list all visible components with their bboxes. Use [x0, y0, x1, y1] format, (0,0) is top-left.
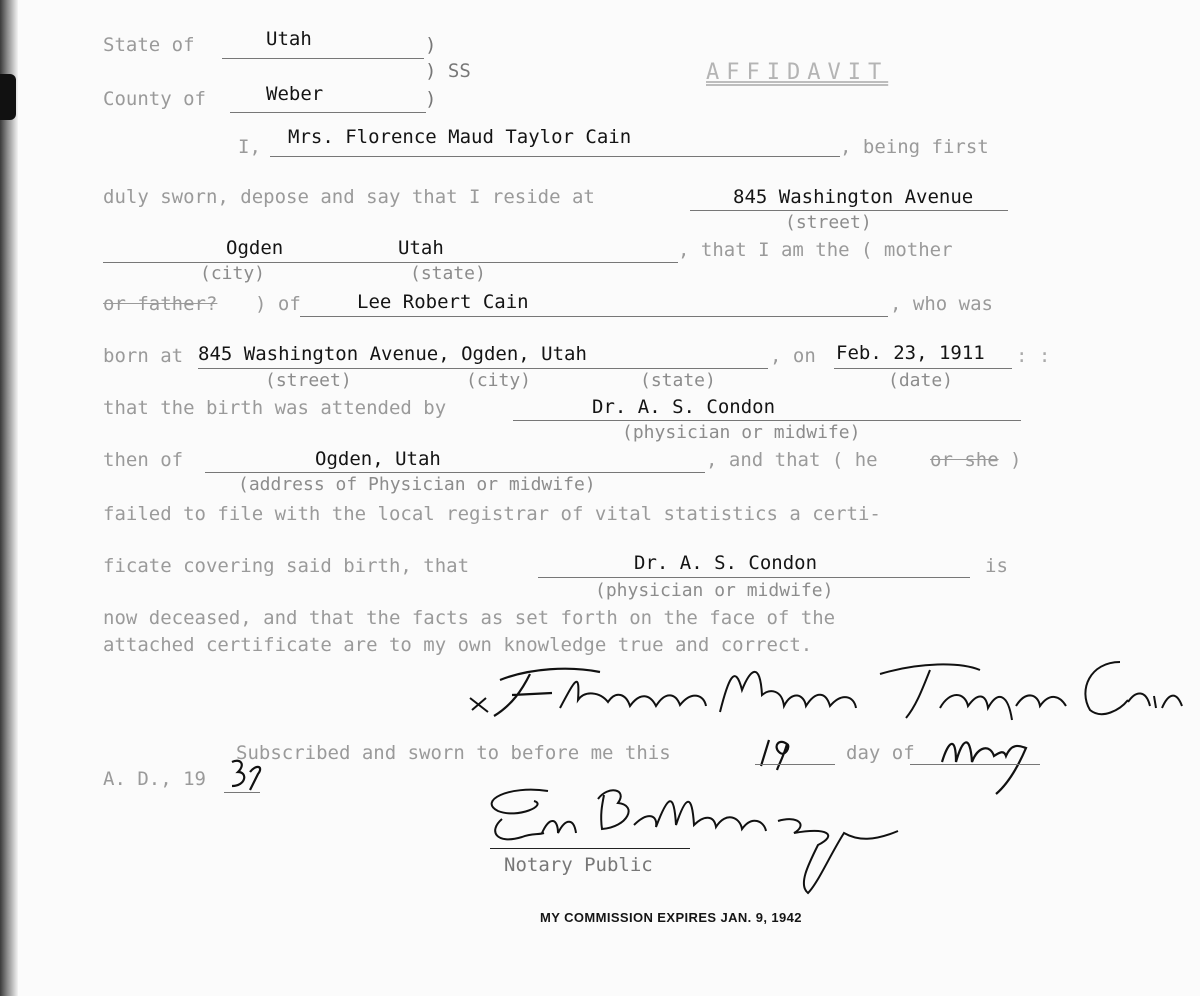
city-state-underline: [103, 262, 678, 263]
affidavit-title: AFFIDAVIT: [706, 60, 889, 85]
deceased-attendant: Dr. A. S. Condon: [634, 552, 818, 574]
street-underline: [690, 210, 1008, 211]
residence-state: Utah: [398, 237, 444, 259]
street-caption: (street): [785, 212, 872, 233]
attended-by-text: that the birth was attended by: [103, 397, 447, 419]
birth-place: 845 Washington Avenue, Ogden, Utah: [198, 343, 587, 365]
residence-street: 845 Washington Avenue: [733, 186, 974, 208]
subscribed-text: Subscribed and sworn to before me this: [236, 742, 671, 764]
failed-line: failed to file with the local registrar of vital statistics a certi-: [103, 503, 881, 525]
month-underline: [910, 764, 1040, 765]
and-that-text: , and that ( he: [706, 449, 878, 471]
date-caption: (date): [888, 370, 954, 391]
county-label: County of: [103, 88, 206, 110]
bracket-bottom: ): [425, 88, 437, 110]
bracket-top: ): [425, 34, 437, 56]
day-of-text: day of: [846, 742, 915, 764]
attendant-name: Dr. A. S. Condon: [592, 396, 776, 418]
child-underline: [300, 316, 888, 317]
birth-street-caption: (street): [265, 370, 352, 391]
duly-sworn-text: duly sworn, depose and say that I reside at: [103, 186, 595, 208]
year-underline: [224, 792, 260, 793]
child-name: Lee Robert Cain: [357, 291, 529, 313]
ss-label: ) SS: [425, 60, 471, 82]
commission-stamp: MY COMMISSION EXPIRES JAN. 9, 1942: [540, 910, 802, 925]
birth-state-caption: (state): [640, 370, 716, 391]
affiant-name: Mrs. Florence Maud Taylor Cain: [288, 126, 632, 148]
birth-date-underline: [834, 368, 1012, 369]
state-caption: (state): [410, 263, 486, 284]
binder-hole: [0, 74, 16, 120]
affiant-signature: [460, 650, 1190, 730]
county-underline: [230, 112, 426, 113]
that-i-am-text: , that I am the ( mother: [678, 239, 953, 261]
physician-caption-2: (physician or midwife): [595, 580, 834, 601]
sworn-year-handwritten: [226, 756, 266, 792]
who-was-text: , who was: [890, 293, 993, 315]
state-underline: [222, 58, 424, 59]
physician-caption: (physician or midwife): [622, 422, 861, 443]
and-that-close: ): [1010, 449, 1022, 471]
born-at-label: born at: [103, 345, 184, 367]
birth-city-caption: (city): [466, 370, 532, 391]
attendant-underline: [513, 420, 1021, 421]
being-first-text: , being first: [840, 136, 989, 158]
notary-public-label: Notary Public: [504, 854, 653, 876]
address-underline: [205, 472, 705, 473]
county-value: Weber: [266, 83, 324, 105]
state-value: Utah: [266, 28, 312, 50]
attendant-address: Ogden, Utah: [315, 448, 441, 470]
sworn-month-handwritten: [930, 722, 1055, 802]
residence-city: Ogden: [226, 237, 284, 259]
on-label: , on: [770, 345, 816, 367]
scan-edge: [0, 0, 18, 996]
birth-place-underline: [198, 368, 768, 369]
ficate-line: ficate covering said birth, that: [103, 555, 470, 577]
is-label: is: [985, 555, 1008, 577]
then-of-label: then of: [103, 449, 184, 471]
state-label: State of: [103, 34, 195, 56]
birth-date: Feb. 23, 1911: [836, 342, 985, 364]
deceased-line: now deceased, and that the facts as set forth on the face of the: [103, 607, 836, 629]
affiant-underline: [270, 156, 840, 157]
attached-line: attached certificate are to my own knowledge true and correct.: [103, 634, 813, 656]
ad-label: A. D., 19: [103, 768, 206, 790]
sworn-day-handwritten: [755, 732, 830, 772]
or-father-struck: or father?: [103, 293, 218, 315]
city-caption: (city): [200, 263, 266, 284]
birth-date-punct: : :: [1016, 345, 1051, 367]
notary-underline: [490, 848, 690, 849]
i-label: I,: [238, 136, 261, 158]
of-label: ) of: [255, 293, 301, 315]
notary-signature: [478, 775, 918, 905]
address-caption: (address of Physician or midwife): [238, 474, 596, 495]
day-underline: [755, 764, 835, 765]
or-she-struck: or she: [930, 449, 999, 471]
deceased-underline: [538, 577, 970, 578]
